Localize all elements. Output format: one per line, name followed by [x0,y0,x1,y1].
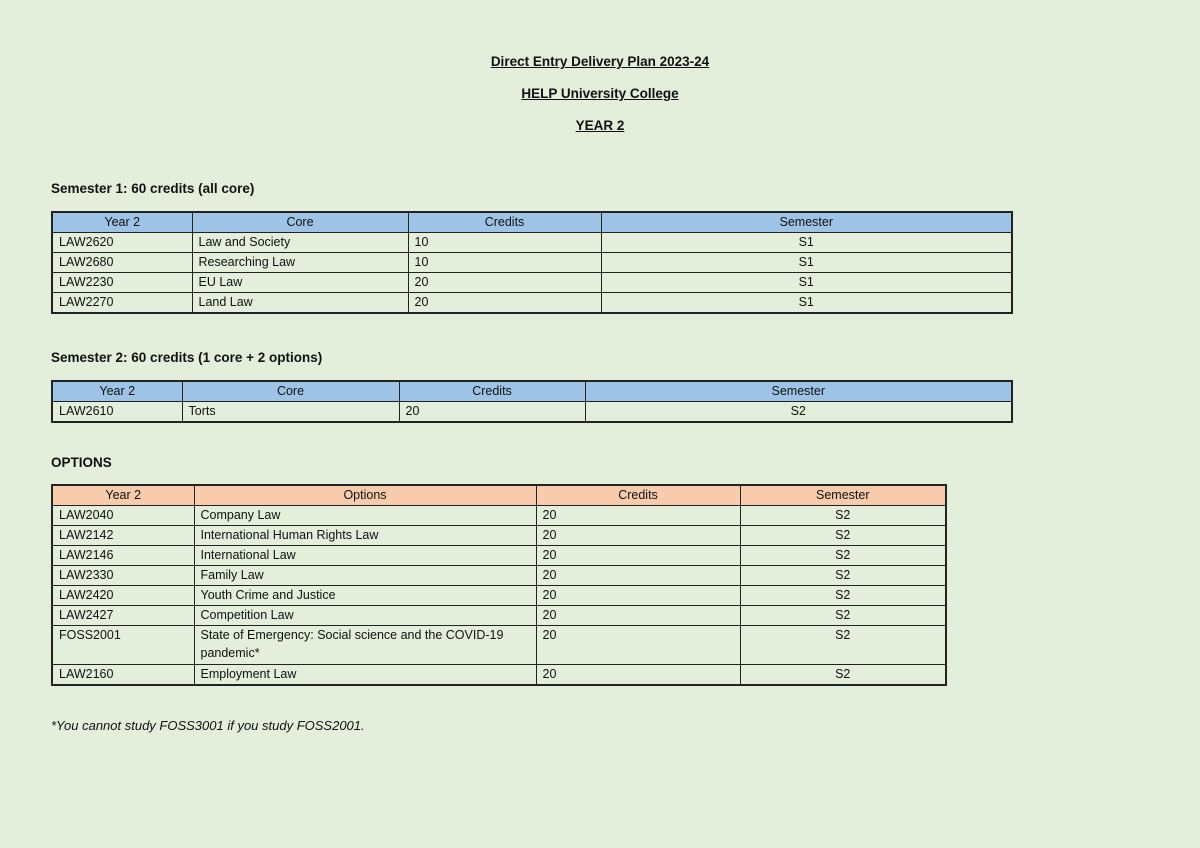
module-code: LAW2230 [52,273,192,293]
table-row [52,402,1012,423]
module-title: Employment Law [194,665,536,686]
module-semester: S2 [740,606,946,626]
module-credits: 20 [536,526,740,546]
table-row [52,626,946,665]
module-title: Law and Society [192,233,408,253]
table-row [52,606,946,626]
module-credits: 10 [408,233,601,253]
column-header: Year 2 [52,212,192,233]
module-code: LAW2330 [52,566,194,586]
module-title: Researching Law [192,253,408,273]
module-semester: S2 [740,665,946,686]
module-credits: 20 [536,626,740,665]
table-row [52,253,1012,273]
module-code: LAW2160 [52,665,194,686]
module-credits: 20 [536,506,740,526]
semester1-table [51,211,1013,314]
module-code: LAW2270 [52,293,192,314]
table-row [52,233,1012,253]
semester2-table [51,380,1013,423]
module-title: Torts [182,402,399,423]
column-header: Credits [408,212,601,233]
module-credits: 20 [536,546,740,566]
module-semester: S1 [601,253,1012,273]
module-code: LAW2420 [52,586,194,606]
module-code: LAW2610 [52,402,182,423]
module-semester: S2 [740,566,946,586]
module-credits: 20 [408,293,601,314]
module-code: LAW2427 [52,606,194,626]
module-title: State of Emergency: Social science and the COVID-19 pandemic* [194,626,536,665]
column-header: Options [194,485,536,506]
module-title: Youth Crime and Justice [194,586,536,606]
module-semester: S2 [585,402,1012,423]
module-title: EU Law [192,273,408,293]
table-row [52,273,1012,293]
module-title: Land Law [192,293,408,314]
module-title: International Human Rights Law [194,526,536,546]
column-header: Semester [740,485,946,506]
module-title: International Law [194,546,536,566]
institution-name: HELP University College [521,86,679,101]
module-semester: S1 [601,273,1012,293]
table-row [52,665,946,686]
column-header: Credits [399,381,585,402]
column-header: Year 2 [52,485,194,506]
module-code: FOSS2001 [52,626,194,665]
module-code: LAW2146 [52,546,194,566]
table-row [52,506,946,526]
module-code: LAW2620 [52,233,192,253]
footnote: *You cannot study FOSS3001 if you study FOSS2001. [51,718,365,733]
column-header: Core [182,381,399,402]
document-title: Direct Entry Delivery Plan 2023-24 [490,54,710,69]
module-title: Company Law [194,506,536,526]
semester1-heading: Semester 1: 60 credits (all core) [51,181,255,196]
module-semester: S2 [740,586,946,606]
table-header-row [52,212,1012,233]
table-row [52,526,946,546]
module-semester: S2 [740,546,946,566]
column-header: Core [192,212,408,233]
module-code: LAW2040 [52,506,194,526]
module-credits: 20 [536,665,740,686]
column-header: Semester [601,212,1012,233]
module-credits: 20 [536,606,740,626]
module-semester: S2 [740,526,946,546]
options-table [51,484,947,686]
module-title: Competition Law [194,606,536,626]
module-credits: 10 [408,253,601,273]
semester2-heading: Semester 2: 60 credits (1 core + 2 options) [51,350,323,365]
module-semester: S1 [601,233,1012,253]
module-title: Family Law [194,566,536,586]
table-row [52,566,946,586]
column-header: Credits [536,485,740,506]
module-code: LAW2142 [52,526,194,546]
module-credits: 20 [399,402,585,423]
module-semester: S2 [740,506,946,526]
module-semester: S1 [601,293,1012,314]
table-row [52,546,946,566]
table-row [52,293,1012,314]
module-code: LAW2680 [52,253,192,273]
column-header: Year 2 [52,381,182,402]
table-header-row [52,381,1012,402]
module-credits: 20 [536,586,740,606]
column-header: Semester [585,381,1012,402]
module-credits: 20 [536,566,740,586]
module-semester: S2 [740,626,946,665]
year-label: YEAR 2 [575,118,625,133]
table-row [52,586,946,606]
options-heading: OPTIONS [51,455,112,470]
table-header-row [52,485,946,506]
module-credits: 20 [408,273,601,293]
